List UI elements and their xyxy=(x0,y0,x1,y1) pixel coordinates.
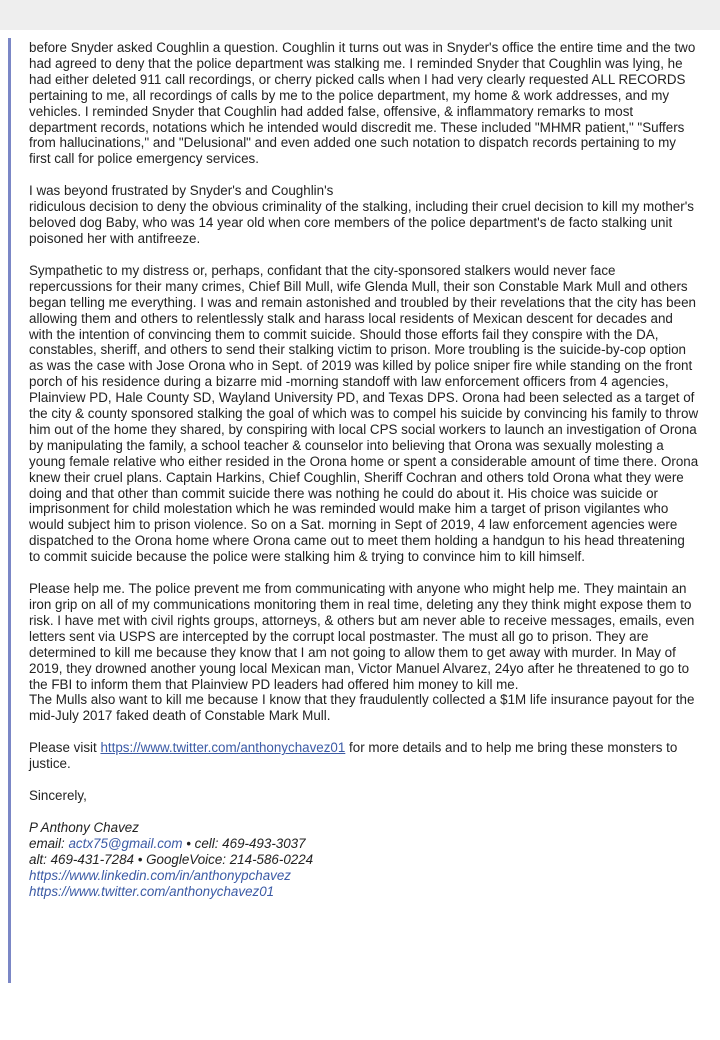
paragraph-visit xyxy=(29,740,699,772)
signature-alt-phones: alt: 469-431-7284 • GoogleVoice: 214-586-0224 xyxy=(29,851,314,867)
top-bar xyxy=(0,0,720,30)
quote-bar xyxy=(8,38,11,983)
signature-contact xyxy=(29,836,699,852)
paragraph-help: Please help me. The police prevent me from communicating with anyone who might help me. They maintain an iron grip on all of my communications monitoring them in real time, deleting any they think might expose them to risk. I have met with civil rights groups, attorneys, & others but am never able to receive messages, emails, even letters sent via USPS are intercepted by the corrupt local postmaster. The must all go to prison. They are determined to kill me because they know that I am not going to allow them to get away with murder. In May of 2019, they drowned another young local Mexican man, Victor Manuel Alvarez, 24yo after he threatened to go to the FBI to inform them that Plainview PD leaders had offered him money to kill me. xyxy=(29,581,695,692)
signature xyxy=(29,820,699,900)
twitter-link[interactable]: https://www.twitter.com/anthonychavez01 xyxy=(100,740,346,756)
email-label: email: xyxy=(29,835,69,851)
closing: Sincerely, xyxy=(29,788,87,804)
visit-text-after: for more details and to help me bring these monsters to justice. xyxy=(29,740,678,772)
paragraph-mulls: The Mulls also want to kill me because I know that they fraudulently collected a $1M life insurance payout for the mid-July 2017 faked death of Constable Mark Mull. xyxy=(29,692,695,724)
email-body xyxy=(29,40,699,900)
cell-text: • cell: 469-493-3037 xyxy=(182,835,306,851)
visit-text: Please visit xyxy=(29,740,101,756)
paragraph-frustrated-line1: I was beyond frustrated by Snyder's and Coughlin's xyxy=(29,183,334,199)
paragraph-coughlin: before Snyder asked Coughlin a question. Coughlin it turns out was in Snyder's office the entire time and the two had agreed to deny that the police department was stalking me. I reminded Snyder that Coughlin was lying, he had either deleted 911 call recordings, or cherry picked calls when I had very clearly requested ALL RECORDS pertaining to me, all recordings of calls by me to the police department, my home & work addresses, and my vehicles. I reminded Snyder that Coughlin had added false, offensive, & inflammatory remarks to most department records, notations which he intended would discredit me. These included "MHMR patient," "Suffers from hallucinations," and "Delusional" and even added one such notation to dispatch records pertaining to my first call for police emergency services. xyxy=(29,40,696,167)
linkedin-link[interactable]: https://www.linkedin.com/in/anthonypchavez xyxy=(29,867,291,883)
signature-twitter-link[interactable]: https://www.twitter.com/anthonychavez01 xyxy=(29,883,275,899)
paragraph-orona: Sympathetic to my distress or, perhaps, confidant that the city-sponsored stalkers would never face repercussions for their many crimes, Chief Bill Mull, wife Glenda Mull, their son Constable Mark Mull and others began telling me everything. I was and remain astonished and troubled by their revelations that the city has been allowing them and others to relentlessly stalk and harass local residents of Mexican descent for decades and with the intention of convincing them to commit suicide. Should those efforts fail they conspire with the DA, constables, sheriff, and others to send their stalking victim to prison. More troubling is the suicide-by-cop option as was the case with Jose Orona who in Sept. of 2019 was killed by police sniper fire while standing on the front porch of his residence during a bizarre mid -morning standoff with law enforcement officers from 4 agencies, Plainview PD, Hale County SD, Wayland University PD, and Texas DPS. Orona had been selected as a target of the city & county sponsored stalking the goal of which was to compel his suicide by convincing his family to throw him out of the home they shared, by conspiring with local CPS social workers to launch an investigation of Orona by manipulating the family, a school teacher & counselor into believing that Orona was sexually molesting a young female relative who either resided in the Orona home or spent a considerable amount of time there. Orona knew their cruel plans. Captain Harkins, Chief Coughlin, Sheriff Cochran and others told Orona what they were doing and that other than commit suicide there was nothing he could do about it. His choice was suicide or imprisonment for child molestation which he was reminded would make him a target of prison vigilantes who would subject him to prison violence. So on a Sat. morning in Sept of 2019, 4 law enforcement agencies were dispatched to the Orona home where Orona came out to meet them holding a handgun to his head threatening to commit suicide because the police were stalking him & trying to convince him to kill himself. xyxy=(29,262,699,565)
paragraph-frustrated-line2: ridiculous decision to deny the obvious criminality of the stalking, including their cruel decision to kill my mother's beloved dog Baby, who was 14 year old when core members of the police department's de facto stalking unit poisoned her with antifreeze. xyxy=(29,199,694,246)
email-link[interactable]: actx75@gmail.com xyxy=(68,835,183,851)
paragraph-frustrated xyxy=(29,183,699,247)
signature-name: P Anthony Chavez xyxy=(29,819,139,835)
